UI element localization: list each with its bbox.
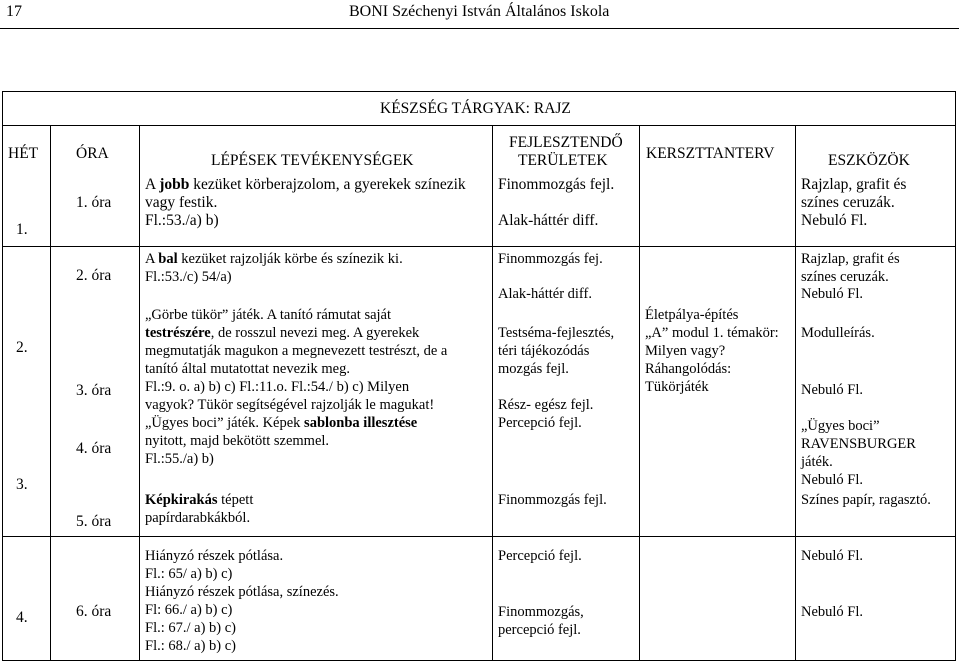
step-text: papírdarabkákból. <box>145 510 251 526</box>
lesson-number: 5. óra <box>76 513 112 530</box>
tool-text: színes ceruzák. <box>801 194 895 211</box>
dev-area: mozgás fejl. <box>498 361 569 377</box>
dev-area: Percepció fejl. <box>498 415 582 431</box>
step-text: megmutatják magukon a megnevezett testrészt, de a <box>145 343 448 359</box>
header-rule <box>0 28 959 29</box>
tool-text: Rajzlap, grafit és <box>801 176 907 193</box>
tool-text: Nebuló Fl. <box>801 212 868 229</box>
step-text: Fl.:9. o. a) b) c) Fl.:11.o. Fl.:54./ b) c) Milyen <box>145 379 410 395</box>
school-name: BONI Széchenyi István Általános Iskola <box>349 3 610 20</box>
step-text: Fl.:53./a) b) <box>145 212 219 229</box>
step-text: Fl.: 68./ a) b) c) <box>145 638 237 654</box>
dev-area: Percepció fejl. <box>498 548 582 564</box>
tool-text: játék. <box>801 454 833 470</box>
cross-curriculum-text: Milyen vagy? <box>645 343 726 359</box>
dev-area: Alak-háttér diff. <box>498 212 599 229</box>
tool-text: Színes papír, ragasztó. <box>801 492 931 508</box>
dev-area: Finommozgás fejl. <box>498 492 607 508</box>
step-text: A bal kezüket rajzolják körbe és színezik ki. <box>145 251 403 267</box>
tool-text: „Ügyes boci” <box>801 418 880 434</box>
step-text: Fl.: 65/ a) b) c) <box>145 566 233 582</box>
tool-text: Nebuló Fl. <box>801 548 864 564</box>
cross-curriculum-text: Tükörjáték <box>645 379 709 395</box>
step-text: „Görbe tükör” játék. A tanító rámutat saját <box>145 307 392 323</box>
tool-text: színes ceruzák. <box>801 269 889 285</box>
tool-text: Nebuló Fl. <box>801 472 864 488</box>
step-text: Fl.:53./c) 54/a) <box>145 269 232 285</box>
step-text: Fl.:55./a) b) <box>145 451 214 467</box>
col-header-het: HÉT <box>8 145 39 162</box>
cross-curriculum-text: Életpálya-építés <box>645 307 739 323</box>
dev-area: Testséma-fejlesztés, <box>498 325 615 341</box>
col-header-fejlesztendo: FEJLESZTENDŐ <box>509 134 623 151</box>
step-text: vagy festik. <box>145 194 218 211</box>
dev-area: percepció fejl. <box>498 622 581 638</box>
dev-area: téri tájékozódás <box>498 343 590 359</box>
step-text: A jobb kezüket körberajzolom, a gyerekek színezik <box>145 176 466 193</box>
week-number: 3. <box>16 476 28 493</box>
col-header-kereszttanterv: KERSZTTANTERV <box>646 145 775 162</box>
tool-text: Rajzlap, grafit és <box>801 251 900 267</box>
page-number: 17 <box>6 3 22 20</box>
tool-text: Modulleírás. <box>801 325 875 341</box>
tool-text: Nebuló Fl. <box>801 286 864 302</box>
step-text: testrészére, de rosszul nevezi meg. A gyerekek <box>145 325 420 341</box>
col-header-eszkozok: ESZKÖZÖK <box>828 152 910 169</box>
lesson-number: 6. óra <box>76 603 112 620</box>
cross-curriculum-text: „A” modul 1. témakör: <box>645 325 779 341</box>
dev-area: Finommozgás fej. <box>498 251 603 267</box>
step-text: nyitott, majd bekötött szemmel. <box>145 433 330 449</box>
dev-area: Rész- egész fejl. <box>498 397 594 413</box>
step-text: „Ügyes boci” játék. Képek sablonba illesztése <box>145 415 418 431</box>
step-text: Képkirakás tépett <box>145 492 254 508</box>
week-number: 1. <box>16 221 28 238</box>
lesson-number: 4. óra <box>76 440 112 457</box>
tool-text: Nebuló Fl. <box>801 382 864 398</box>
col-header-lepesek: LÉPÉSEK TEVÉKENYSÉGEK <box>211 152 414 169</box>
col-header-ora: ÓRA <box>76 145 109 162</box>
step-text: Hiányzó részek pótlása. <box>145 548 284 564</box>
step-text: Fl: 66./ a) b) c) <box>145 602 233 618</box>
step-text: vagyok? Tükör segítségével rajzolják le magukat! <box>145 397 435 413</box>
cross-curriculum-text: Ráhangolódás: <box>645 361 732 377</box>
table-title: KÉSZSÉG TÁRGYAK: RAJZ <box>380 100 571 117</box>
lesson-number: 2. óra <box>76 267 112 284</box>
dev-area: Finommozgás fejl. <box>498 176 615 193</box>
tool-text: RAVENSBURGER <box>801 436 916 452</box>
step-text: Hiányzó részek pótlása, színezés. <box>145 584 339 600</box>
lesson-number: 3. óra <box>76 382 112 399</box>
step-text: Fl.: 67./ a) b) c) <box>145 620 237 636</box>
step-text: tanító által mutatottat nevezik meg. <box>145 361 350 377</box>
col-header-teruletek: TERÜLETEK <box>518 152 608 169</box>
week-number: 2. <box>16 339 28 356</box>
tool-text: Nebuló Fl. <box>801 604 864 620</box>
dev-area: Alak-háttér diff. <box>498 286 592 302</box>
lesson-number: 1. óra <box>76 194 112 211</box>
week-number: 4. <box>16 609 28 626</box>
dev-area: Finommozgás, <box>498 604 584 620</box>
